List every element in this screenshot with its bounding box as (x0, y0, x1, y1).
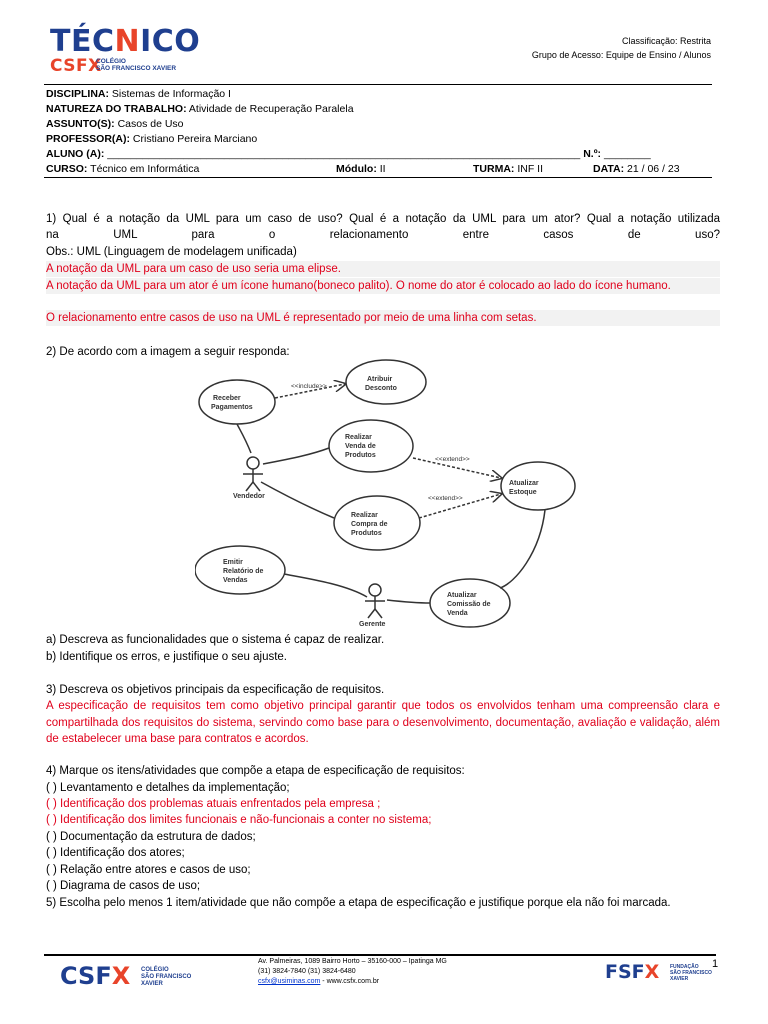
q2-a: a) Descreva as funcionalidades que o sistema é capaz de realizar. (46, 634, 385, 646)
uc-venda-text-2: Venda de (345, 443, 376, 450)
footer-address: Av. Palmeiras, 1089 Bairro Horto – 35160-000 – Ipatinga MG (258, 958, 447, 965)
footer-email-link[interactable]: csfx@usiminas.com (258, 978, 321, 985)
use-case-diagram (195, 358, 595, 628)
uc-relatorio-text-2: Relatório de (223, 568, 264, 575)
assoc-gerente-comissao (387, 600, 430, 603)
classification: Classificação: Restrita (621, 36, 711, 46)
numero-input[interactable]: ________ (603, 148, 651, 160)
uc-compra-text-3: Produtos (351, 530, 382, 537)
assoc-vendedor-receber (237, 424, 251, 453)
uc-compra-text-2: Compra de (351, 521, 388, 528)
assoc-vendedor-venda (263, 448, 329, 464)
aluno-input[interactable]: _________________________________________________________________________________ (107, 148, 581, 160)
footer-divider (44, 954, 716, 956)
csfx-logo: CSFX (50, 56, 102, 76)
q2-b: b) Identifique os erros, e justifique o seu ajuste. (46, 651, 288, 663)
extend-label-1: <<extend>> (435, 456, 470, 463)
q4-item-2[interactable]: ( ) Identificação dos problemas atuais enfrentados pela empresa ; (46, 798, 381, 810)
footer-phones: (31) 3824-7840 (31) 3824-6480 (258, 968, 356, 975)
disciplina-row: DISCIPLINA: Sistemas de Informação I (46, 88, 231, 100)
uc-comissao-text-2: Comissão de (447, 601, 491, 608)
q1-obs: Obs.: UML (Linguagem de modelagem unificada) (46, 246, 297, 258)
natureza-row: NATUREZA DO TRABALHO: Atividade de Recuperação Paralela (46, 103, 354, 115)
q1-answer-3: O relacionamento entre casos de uso na UML é representado por meio de uma linha com setas. (46, 310, 720, 326)
uc-atribuir-text-1: Atribuir (367, 376, 393, 383)
uc-venda-text-1: Realizar (345, 434, 372, 441)
turma: TURMA: INF II (473, 163, 543, 175)
q4-item-5[interactable]: ( ) Identificação dos atores; (46, 847, 185, 859)
page-number: 1 (712, 958, 719, 970)
include-label: <<include>> (291, 383, 327, 390)
uc-estoque-text-1: Atualizar (509, 480, 539, 487)
q2-title: 2) De acordo com a imagem a seguir responda: (46, 346, 290, 358)
header-divider (44, 84, 712, 85)
q4-item-4[interactable]: ( ) Documentação da estrutura de dados; (46, 831, 256, 843)
assunto-row: ASSUNTO(S): Casos de Uso (46, 118, 184, 130)
actor-gerente-figure (365, 584, 385, 618)
assoc-vendedor-compra (261, 482, 334, 518)
q1-line2: na UML para o relacionamento entre casos de uso? (46, 229, 720, 241)
assoc-estoque-comissao (500, 510, 545, 588)
data: DATA: 21 / 06 / 23 (593, 163, 680, 175)
modulo: Módulo: II (336, 163, 386, 175)
professor-row: PROFESSOR(A): Cristiano Pereira Marciano (46, 133, 258, 145)
uc-comissao-text-1: Atualizar (447, 592, 477, 599)
tecnico-logo: TÉCNICO (50, 24, 201, 59)
footer-csfx-logo: CSFX (60, 962, 131, 990)
q4-title: 4) Marque os itens/atividades que compõe a etapa de especificação de requisitos: (46, 765, 465, 777)
footer-address-block (258, 957, 447, 987)
uc-receber-pagamentos (199, 380, 275, 424)
uc-estoque-text-2: Estoque (509, 489, 537, 496)
uc-relatorio-text-3: Vendas (223, 577, 248, 584)
q4-item-1[interactable]: ( ) Levantamento e detalhes da implementação; (46, 782, 290, 794)
q4-item-7[interactable]: ( ) Diagrama de casos de uso; (46, 880, 201, 892)
actor-gerente-label: Gerente (359, 621, 386, 628)
q3-answer: A especificação de requisitos tem como objetivo principal garantir que todos os envolvidos tenham uma compreensão clara e compartilhada dos requisitos do sistema, servindo como base para o desenvolvimento, documentação, avaliação e validação, além de estabelecer uma base para contratos e acordos. (46, 700, 720, 745)
classification-block (532, 34, 711, 62)
q1-answer-2: A notação da UML para um ator é um ícone humano(boneco palito). O nome do ator é colocado ao lado do ícone humano. (46, 278, 720, 294)
aluno-row: ALUNO (A): _________________________________________________________________________________ N.º: ________ (46, 148, 651, 160)
footer-fsfx-subtitle: FUNDAÇÃO SÃO FRANCISCO XAVIER (670, 964, 712, 982)
actor-vendedor-label: Vendedor (233, 493, 265, 500)
footer-csfx-subtitle: COLÉGIO SÃO FRANCISCO XAVIER (141, 967, 192, 987)
uc-venda-text-3: Produtos (345, 452, 376, 459)
actor-vendedor-figure (243, 457, 263, 491)
q5-text: 5) Escolha pelo menos 1 item/atividade que não compõe a etapa de especificação e justifique porque ela não foi marcada. (46, 897, 671, 909)
q4-item-3[interactable]: ( ) Identificação dos limites funcionais e não-funcionais a conter no sistema; (46, 814, 432, 826)
csfx-logo-subtitle: COLÉGIO SÃO FRANCISCO XAVIER (96, 58, 177, 72)
q4-item-6[interactable]: ( ) Relação entre atores e casos de uso; (46, 864, 251, 876)
access-group: Grupo de Acesso: Equipe de Ensino / Alunos (531, 50, 711, 60)
uc-receber-text-2: Pagamentos (211, 404, 253, 411)
footer-site: - www.csfx.com.br (320, 978, 380, 985)
assoc-gerente-relatorio (284, 574, 367, 597)
info-divider (44, 177, 712, 178)
footer-fsfx-logo: FSFX (605, 961, 660, 983)
curso-row: CURSO: Técnico em Informática (46, 163, 200, 175)
q3-title: 3) Descreva os objetivos principais da especificação de requisitos. (46, 684, 385, 696)
uc-relatorio-text-1: Emitir (223, 559, 243, 566)
q1-answer-1: A notação da UML para um caso de uso seria uma elipse. (46, 261, 720, 277)
q1-line1: 1) Qual é a notação da UML para um caso de uso? Qual é a notação da UML para um ator? Qual a notação utilizada (46, 213, 720, 225)
uc-atribuir-text-2: Desconto (365, 385, 397, 392)
extend-label-2: <<extend>> (428, 495, 463, 502)
uc-comissao-text-3: Venda (447, 610, 468, 617)
uc-compra-text-1: Realizar (351, 512, 378, 519)
uc-receber-text-1: Receber (213, 395, 241, 402)
